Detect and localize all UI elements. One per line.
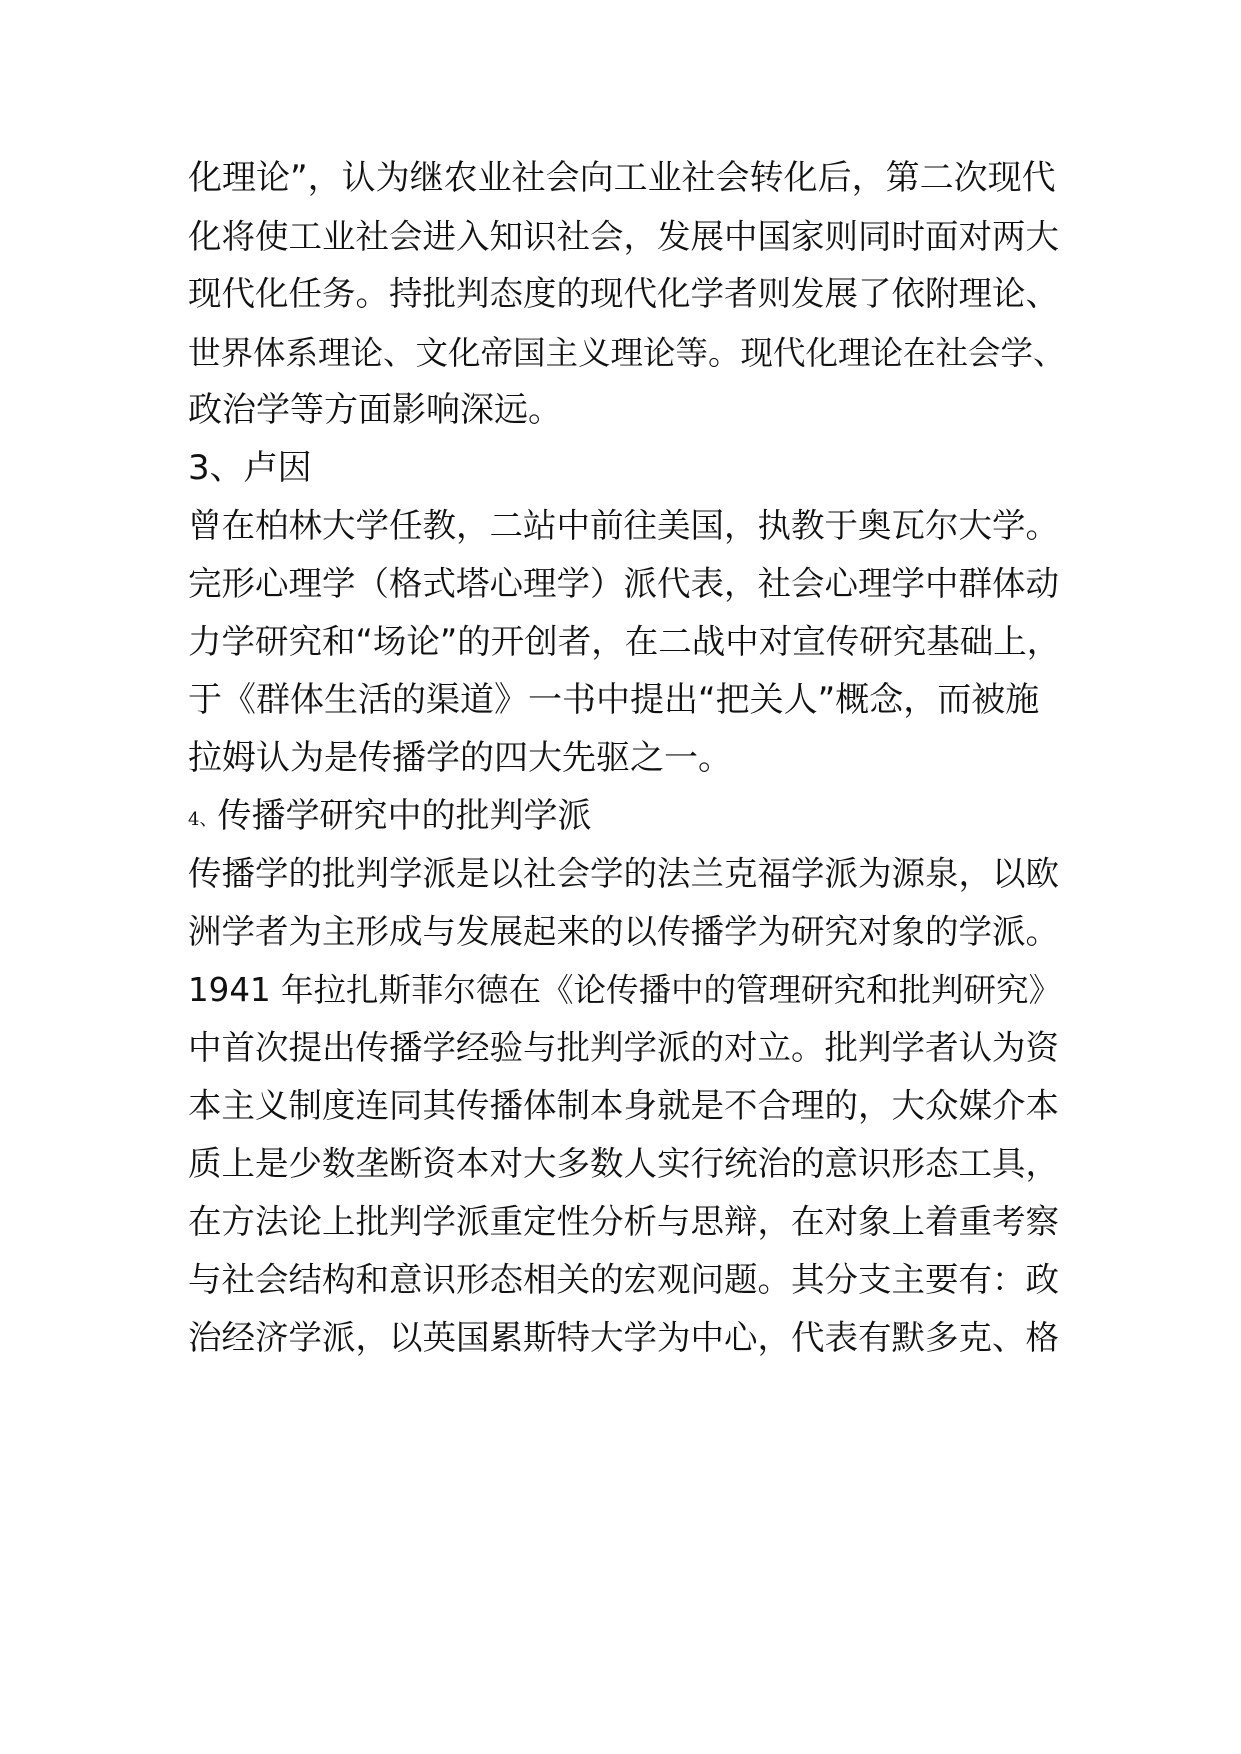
text-line: 力学研究和“场论”的开创者，在二战中对宣传研究基础上， xyxy=(188,622,1061,661)
text-line: 传播学的批判学派是以社会学的法兰克福学派为源泉，以欧 xyxy=(188,854,1059,893)
text-line: 化将使工业社会进入知识社会，发展中国家则同时面对两大 xyxy=(188,217,1059,256)
section-title: 传播学研究中的批判学派 xyxy=(217,796,592,836)
text-line: 与社会结构和意识形态相关的宏观问题。其分支主要有：政 xyxy=(188,1260,1059,1299)
text-line: 曾在柏林大学任教，二站中前往美国，执教于奥瓦尔大学。 xyxy=(188,506,1059,545)
section-number: 4、 xyxy=(188,809,218,830)
text-line: 于《群体生活的渠道》一书中提出“把关人”概念，而被施 xyxy=(188,680,1040,720)
text-line: 中首次提出传播学经验与批判学派的对立。批判学者认为资 xyxy=(188,1028,1059,1067)
text-line: 在方法论上批判学派重定性分析与思辩，在对象上着重考察 xyxy=(188,1202,1059,1241)
text-line: 本主义制度连同其传播体制本身就是不合理的，大众媒介本 xyxy=(188,1086,1059,1125)
text-line: 洲学者为主形成与发展起来的以传播学为研究对象的学派。 xyxy=(188,912,1059,951)
section-heading: 3、卢因 xyxy=(188,448,312,488)
text-line: 化理论”，认为继农业社会向工业社会转化后，第二次现代 xyxy=(188,158,1056,198)
text-line: 完形心理学（格式塔心理学）派代表，社会心理学中群体动 xyxy=(188,564,1059,603)
text-line: 拉姆认为是传播学的四大先驱之一。 xyxy=(188,738,732,778)
text-line: 政治学等方面影响深远。 xyxy=(188,390,562,430)
text-line: 治经济学派，以英国累斯特大学为中心，代表有默多克、格 xyxy=(188,1318,1059,1357)
text-line: 质上是少数垄断资本对大多数人实行统治的意识形态工具， xyxy=(188,1144,1059,1183)
text-line: 现代化任务。持批判态度的现代化学者则发展了依附理论、 xyxy=(188,274,1059,313)
section-heading xyxy=(188,792,1068,840)
text-line: 世界体系理论、文化帝国主义理论等。现代化理论在社会学、 xyxy=(188,334,1066,372)
text-line: 1941 年拉扎斯菲尔德在《论传播中的管理研究和批判研究》 xyxy=(188,971,1062,1009)
